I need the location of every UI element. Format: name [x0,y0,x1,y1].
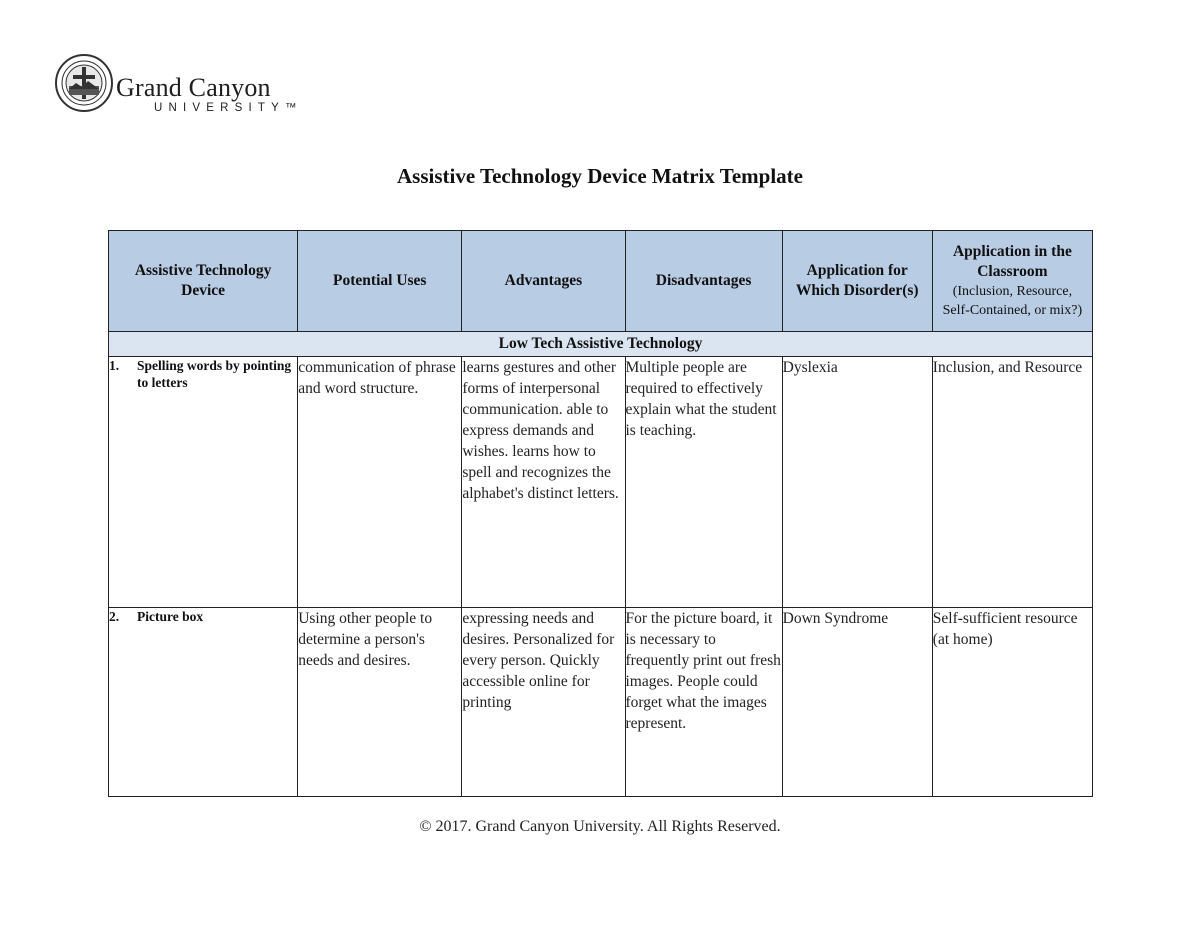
header-classroom [932,231,1092,332]
disorder-cell: Down Syndrome [782,608,932,797]
copyright-footer: © 2017. Grand Canyon University. All Rights Reserved. [419,818,781,835]
section-label: Low Tech Assistive Technology [109,332,1093,357]
classroom-cell: Self-sufficient resource (at home) [932,608,1092,797]
disadvantages-cell: For the picture board, it is necessary to frequently print out fresh images. People could forget what the images represent. [625,608,782,797]
row-number: 2. [109,609,120,624]
university-logo [54,53,324,115]
header-disadvantages: Disadvantages [625,231,782,332]
document-title: Assistive Technology Device Matrix Template [397,164,803,188]
device-matrix-table [108,230,1093,797]
header-device: Assistive Technology Device [109,231,298,332]
header-disorders: Application for Which Disorder(s) [782,231,932,332]
header-classroom-note: (Inclusion, Resource, Self-Contained, or mix?) [942,284,1083,318]
brand-name: Grand Canyon [116,73,271,102]
disadvantages-cell: Multiple people are required to effectively explain what the student is teaching. [625,357,782,608]
classroom-cell: Inclusion, and Resource [932,357,1092,608]
header-potential-uses: Potential Uses [298,231,462,332]
device-cell [109,608,298,797]
section-row [109,332,1093,357]
device-name: Picture box [137,609,204,624]
brand-subtitle: UNIVERSITY™ [154,102,303,114]
university-seal-icon [54,53,114,113]
header-advantages: Advantages [462,231,625,332]
device-name: Spelling words by pointing to letters [137,358,292,390]
uses-cell: communication of phrase and word structure. [298,357,462,608]
header-classroom-label: Application in the Classroom [952,243,1072,280]
device-cell [109,357,298,608]
advantages-cell: learns gestures and other forms of interpersonal communication. able to express demands and wishes. learns how to spell and recognizes the alphabet's distinct letters. [462,357,625,608]
table-row [109,608,1093,797]
table-header-row [109,231,1093,332]
advantages-cell: expressing needs and desires. Personalized for every person. Quickly accessible online for printing [462,608,625,797]
table-row [109,357,1093,608]
row-number: 1. [109,358,120,373]
disorder-cell: Dyslexia [782,357,932,608]
uses-cell: Using other people to determine a person's needs and desires. [298,608,462,797]
